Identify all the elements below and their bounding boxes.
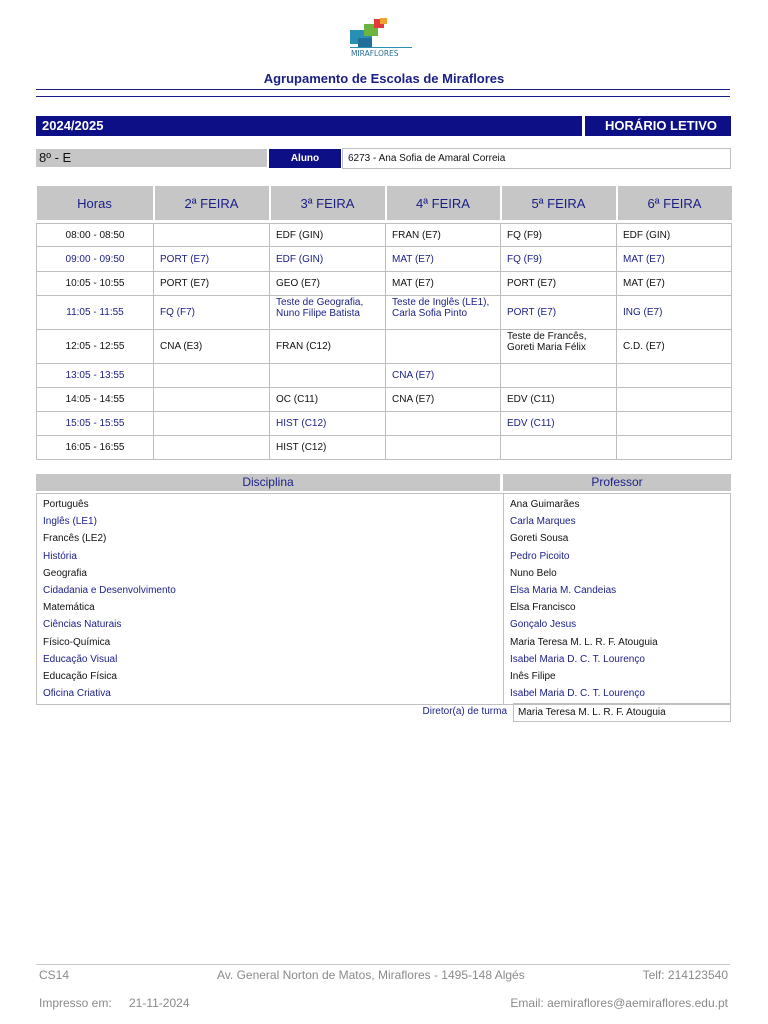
header-friday: 6ª FEIRA: [617, 186, 732, 220]
schedule-cell: Teste de Inglês (LE1), Carla Sofia Pinto: [386, 296, 501, 330]
discipline-name: Francês (LE2): [43, 533, 107, 545]
footer-divider: [36, 964, 730, 965]
schedule-cell: C.D. (E7): [617, 330, 732, 364]
table-row: [37, 296, 732, 330]
teacher-name: Nuno Belo: [510, 567, 557, 579]
schedule-cell: PORT (E7): [154, 247, 270, 272]
schedule-cell: CNA (E7): [386, 364, 501, 388]
schedule-cell: MAT (E7): [386, 272, 501, 296]
teacher-name: Carla Marques: [510, 516, 576, 528]
schedule-cell: CNA (E7): [386, 388, 501, 412]
teacher-name: Isabel Maria D. C. T. Lourenço: [510, 653, 645, 665]
table-row: [37, 436, 732, 460]
schedule-cell: MAT (E7): [386, 247, 501, 272]
schedule-cell: [154, 412, 270, 436]
footer-code: CS14: [39, 968, 70, 982]
teacher-name: Inês Filipe: [510, 670, 556, 682]
student-value: 6273 - Ana Sofia de Amaral Correia: [342, 148, 731, 169]
teacher-name: Elsa Francisco: [510, 602, 576, 614]
school-name: Agrupamento de Escolas de Miraflores: [263, 71, 505, 86]
schedule-cell: FQ (F9): [501, 247, 617, 272]
student-label: Aluno: [269, 149, 341, 168]
schedule-cell: [154, 364, 270, 388]
hour-cell: 13:05 - 13:55: [37, 364, 154, 388]
schedule-cell: [386, 330, 501, 364]
hour-cell: 14:05 - 14:55: [37, 388, 154, 412]
schedule-cell: OC (C11): [270, 388, 386, 412]
schedule-cell: [617, 412, 732, 436]
hour-cell: 11:05 - 11:55: [37, 296, 154, 330]
schedule-cell: HIST (C12): [270, 436, 386, 460]
header-thursday: 5ª FEIRA: [501, 186, 617, 220]
hour-cell: 15:05 - 15:55: [37, 412, 154, 436]
table-row: [37, 364, 732, 388]
schedule-title: HORÁRIO LETIVO: [585, 116, 731, 136]
schedule-cell: FQ (F9): [501, 224, 617, 247]
schedule-cell: MAT (E7): [617, 247, 732, 272]
schedule-cell: EDF (GIN): [617, 224, 732, 247]
schedule-cell: [270, 364, 386, 388]
discipline-name: Inglês (LE1): [43, 516, 97, 528]
discipline-name: Matemática: [43, 602, 95, 614]
teacher-name: Pedro Picoito: [510, 550, 570, 562]
header-monday: 2ª FEIRA: [154, 186, 270, 220]
teacher-name: Ana Guimarães: [510, 499, 580, 510]
schedule-cell: EDV (C11): [501, 412, 617, 436]
teacher-name: Goreti Sousa: [510, 533, 569, 545]
school-year: 2024/2025: [36, 116, 582, 136]
header-wednesday: 4ª FEIRA: [386, 186, 501, 220]
schedule-cell: [617, 388, 732, 412]
schedule-cell: [154, 224, 270, 247]
school-logo: [350, 18, 416, 58]
schedule-cell: GEO (E7): [270, 272, 386, 296]
schedule-cell: FRAN (C12): [270, 330, 386, 364]
hour-cell: 09:00 - 09:50: [37, 247, 154, 272]
table-row: [37, 224, 732, 247]
schedule-cell: Teste de Geografia, Nuno Filipe Batista: [270, 296, 386, 330]
teacher-name: Elsa Maria M. Candeias: [510, 584, 617, 596]
footer-email: Email: aemiraflores@aemiraflores.edu.pt: [510, 996, 728, 1010]
discipline-name: Geografia: [43, 567, 87, 579]
hour-cell: 08:00 - 08:50: [37, 224, 154, 247]
schedule-cell: [501, 436, 617, 460]
table-row: [37, 272, 732, 296]
footer-phone: Telf: 214123540: [642, 968, 728, 982]
logo-wordmark: MIRAFLORES: [351, 49, 399, 58]
schedule-cell: PORT (E7): [501, 272, 617, 296]
schedule-cell: [617, 436, 732, 460]
printed-date: 21-11-2024: [129, 996, 190, 1010]
header-divider: [36, 89, 730, 90]
schedule-cell: [386, 412, 501, 436]
schedule-cell: EDV (C11): [501, 388, 617, 412]
teacher-name: Maria Teresa M. L. R. F. Atouguia: [510, 636, 658, 648]
footer-address: Av. General Norton de Matos, Miraflores - 1495-148 Algés: [217, 968, 525, 982]
header-hours: Horas: [37, 186, 154, 220]
table-row: [37, 247, 732, 272]
header-teacher: Professor: [503, 474, 731, 491]
header-tuesday: 3ª FEIRA: [270, 186, 386, 220]
subjects-body: [36, 493, 731, 705]
class-name: 8º - E: [36, 149, 267, 167]
teacher-name: Gonçalo Jesus: [510, 619, 577, 631]
schedule-cell: [386, 436, 501, 460]
discipline-name: Cidadania e Desenvolvimento: [43, 584, 176, 596]
schedule-cell: ING (E7): [617, 296, 732, 330]
schedule-cell: Teste de Francês, Goreti Maria Félix: [501, 330, 617, 364]
schedule-cell: [501, 364, 617, 388]
schedule-cell: MAT (E7): [617, 272, 732, 296]
hour-cell: 12:05 - 12:55: [37, 330, 154, 364]
schedule-cell: HIST (C12): [270, 412, 386, 436]
schedule-cell: PORT (E7): [501, 296, 617, 330]
discipline-name: Educação Visual: [43, 653, 118, 665]
schedule-cell: FRAN (E7): [386, 224, 501, 247]
schedule-cell: [617, 364, 732, 388]
schedule-cell: CNA (E3): [154, 330, 270, 364]
schedule-cell: EDF (GIN): [270, 224, 386, 247]
discipline-name: Oficina Criativa: [43, 688, 111, 700]
schedule-cell: [154, 388, 270, 412]
discipline-name: Português: [43, 499, 89, 510]
schedule-table: [36, 186, 731, 460]
table-row: [37, 412, 732, 436]
class-director-value: Maria Teresa M. L. R. F. Atouguia: [513, 703, 731, 722]
schedule-cell: PORT (E7): [154, 272, 270, 296]
schedule-cell: [154, 436, 270, 460]
schedule-cell: FQ (F7): [154, 296, 270, 330]
discipline-name: Educação Física: [43, 670, 117, 682]
schedule-header-row: [37, 186, 732, 220]
discipline-name: Físico-Química: [43, 636, 111, 648]
table-row: [37, 388, 732, 412]
class-director-label: Diretor(a) de turma: [422, 706, 507, 717]
hour-cell: 16:05 - 16:55: [37, 436, 154, 460]
discipline-name: História: [43, 550, 77, 562]
table-row: [37, 330, 732, 364]
hour-cell: 10:05 - 10:55: [37, 272, 154, 296]
teacher-name: Isabel Maria D. C. T. Lourenço: [510, 688, 645, 700]
subjects-header: [36, 474, 731, 491]
discipline-column: [37, 494, 504, 704]
teacher-column: [504, 494, 730, 704]
header-divider-2: [36, 96, 730, 97]
subjects-table: [36, 474, 731, 705]
header-discipline: Disciplina: [36, 474, 500, 491]
discipline-name: Ciências Naturais: [43, 619, 122, 631]
printed-label: Impresso em:: [39, 996, 112, 1010]
schedule-cell: EDF (GIN): [270, 247, 386, 272]
